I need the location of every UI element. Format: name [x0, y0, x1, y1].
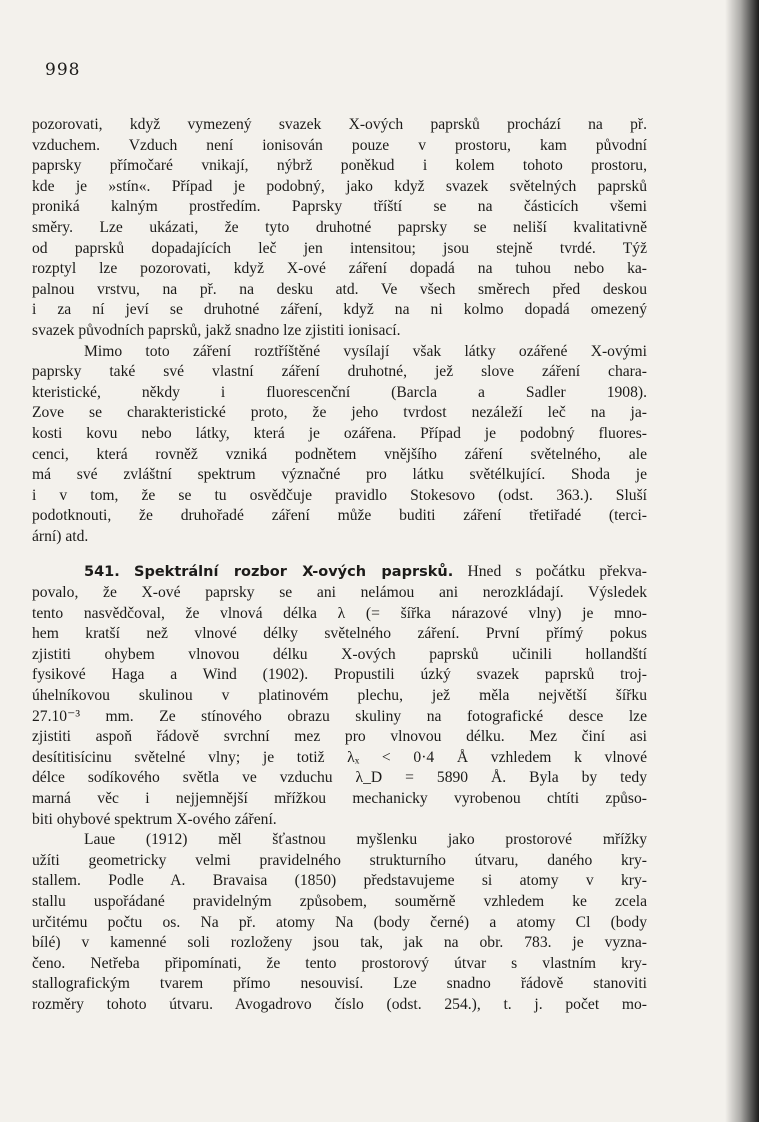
paragraph-scattering: [32, 115, 647, 342]
text-line: 27.10⁻³ mm. Ze stínového obrazu skuliny na fotografické desce lze: [32, 707, 647, 725]
section-gap: [32, 547, 647, 562]
text-line: kde je »stín«. Případ je podobný, jako když svazek světelných paprsků: [32, 177, 647, 195]
text-line: vzduchem. Vzduch není ionisován pouze v prostoru, kam původní: [32, 136, 647, 154]
text-line: určitému počtu os. Na př. atomy Na (body černé) a atomy Cl (body: [32, 913, 647, 931]
section-number: 541.: [84, 564, 120, 581]
text-line: stallografickým tvarem přímo nesouvisí. Lze snadno řádově stanoviti: [32, 975, 647, 993]
text-line: má své zvláštní spektrum význačné pro látku světélkující. Shoda je: [32, 466, 647, 484]
text-line: palnou vrstvu, na př. na desku atd. Ve všech směrech před deskou: [32, 280, 647, 298]
text-line: Zove se charakteristické proto, že jeho tvrdost nezáleží leč na ja-: [32, 404, 647, 422]
section-541: [32, 562, 647, 1015]
text-line: i za ní jeví se druhotné záření, když na ni kolmo dopadá omezený: [32, 301, 647, 319]
text-line: úhelníkovou skulinou v platinovém plechu, jež měla největší šířku: [32, 687, 647, 705]
text-line: od paprsků dopadajících leč jen intensitou; jsou stejně tvrdé. Týž: [32, 239, 647, 257]
text-line: pozorovati, když vymezený svazek X-ových paprsků prochází na př.: [32, 116, 647, 133]
text-line: stallu uspořádané pravidelným způsobem, souměrně vzhledem ke zcela: [32, 892, 647, 910]
text-line: čeno. Netřeba připomínati, že tento prostorový útvar s vlastním kry-: [32, 954, 647, 972]
text-line: bílé) v kamenné soli rozloženy jsou tak, jak na obr. 783. je vyzna-: [32, 934, 647, 952]
text-line: rozměry tohoto útvaru. Avogadrovo číslo (odst. 254.), t. j. počet mo-: [32, 995, 647, 1013]
book-spine-shadow: [725, 0, 759, 1122]
text-line: proniká kalným prostředím. Paprsky tříští se na částicích všemi: [32, 198, 647, 216]
text-line: cenci, která rovněž vzniká podnětem vnějšího záření světelného, ale: [32, 445, 647, 463]
text-line: podotknouti, že druhořadé záření může buditi záření třetiřadé (terci-: [32, 507, 647, 525]
page-number: 998: [45, 60, 81, 80]
text-line: rozptyl lze pozorovati, když X-ové záření dopadá na tuhou nebo ka-: [32, 260, 647, 278]
section-title: Spektrální rozbor X-ových paprsků.: [134, 564, 454, 581]
text-line: stallem. Podle A. Bravaisa (1850) představujeme si atomy v kry-: [32, 872, 647, 890]
section-heading-line: [32, 562, 647, 583]
page-body: [32, 115, 647, 1016]
text-line: kosti kovu nebo látky, která je ozářena. Případ je podobný fluores-: [32, 424, 647, 442]
text-line: směry. Lze ukázati, že tyto druhotné paprsky se neliší kvalitativně: [32, 218, 647, 236]
text-line: kteristické, někdy i fluorescenční (Barcla a Sadler 1908).: [32, 383, 647, 401]
text-line: ární) atd.: [32, 527, 89, 545]
text-line: tento nasvědčoval, že vlnová délka λ (= šířka nárazové vlny) je mno-: [32, 604, 647, 622]
text-line: paprsky přímočaré vnikají, nýbrž poněkud i kolem tohoto prostoru,: [32, 157, 647, 175]
text-line: hem kratší než vlnové délky světelného záření. První přímý pokus: [32, 625, 647, 643]
text-line: Laue (1912) měl šťastnou myšlenku jako prostorové mřížky: [84, 831, 647, 849]
text-line: užíti geometricky velmi pravidelného strukturního útvaru, daného kry-: [32, 851, 647, 869]
text-line: desítitisícinu světelné vlny; je totiž λₓ < 0·4 Å vzhledem k vlnové: [32, 748, 647, 766]
text-line: zjistiti aspoň řádově svrchní mez pro vlnovou délku. Mez činí asi: [32, 728, 647, 746]
text-line: fysikové Haga a Wind (1902). Propustili úzký svazek paprsků troj-: [32, 666, 647, 684]
text-line: paprsky také své vlastní záření druhotné, jež slove záření chara-: [32, 363, 647, 381]
text-line: délce sodíkového světla ve vzduchu λ_D = 5890 Å. Byla by tedy: [32, 769, 647, 787]
text-line: povalo, že X-ové paprsky se ani nelámou ani nerozkládají. Výsledek: [32, 584, 647, 602]
text-line: svazek původních paprsků, jakž snadno lze zjistiti ionisací.: [32, 321, 401, 339]
text-line: Mimo toto záření roztříštěné vysílají však látky ozářené X-ovými: [84, 342, 647, 360]
paragraph-characteristic-radiation: [32, 342, 647, 548]
text-line: marná věc i nejjemnější mřížkou mechanicky vyrobenou chtíti způso-: [32, 790, 647, 807]
text-line: zjistiti ohybem vlnovou délku X-ových paprsků učinili hollandští: [32, 645, 647, 663]
text-line: Hned s počátku překva-: [467, 563, 647, 581]
text-line: i v tom, že se tu osvědčuje pravidlo Stokesovo (odst. 363.). Sluší: [32, 486, 647, 504]
text-line: biti ohybové spektrum X-ového záření.: [32, 810, 277, 828]
